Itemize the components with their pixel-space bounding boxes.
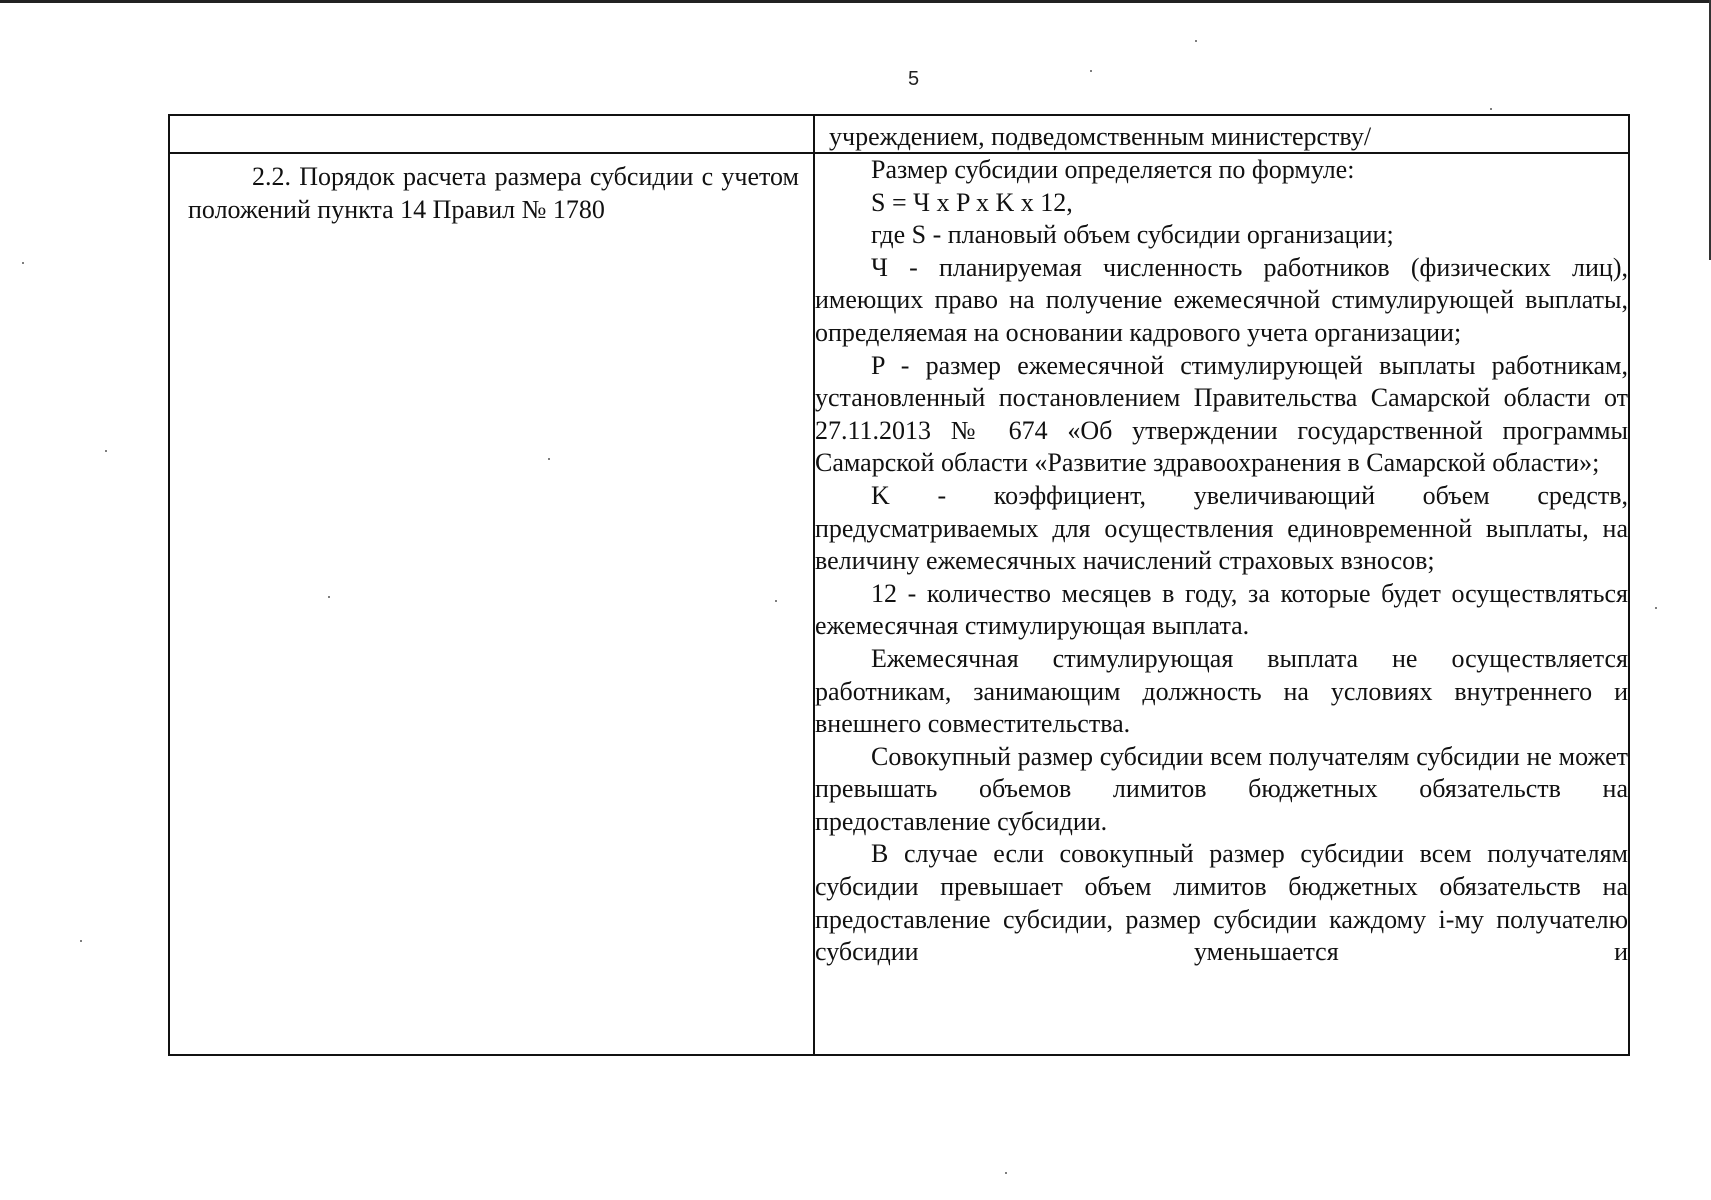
body-paragraph-definition-p: P - размер ежемесячной стимулирующей выплаты работникам, установленный постановлением Правительства Самарской области от 27.11.2013 № 674 «Об утверждении государственной программы Самарской области «Развитие здравоохранения в Самарской области»; (815, 350, 1628, 478)
scan-edge-top (0, 0, 1711, 3)
body-paragraph-definition-ch: Ч - планируемая численность работников (физических лиц), имеющих право на получение ежемесячной стимулирующей выплаты, определяемая на основании кадрового учета организации; (815, 252, 1628, 347)
page-number: 5 (908, 68, 920, 90)
table-cell-right (814, 115, 1629, 153)
body-paragraph-total-limit: Совокупный размер субсидии всем получателям субсидии не может превышать объемов лимитов бюджетных обязательств на предоставление субсидии. (815, 741, 1628, 836)
section-heading-text: 2.2. Порядок расчета размера субсидии с учетом положений пункта 14 Правил № 1780 (188, 162, 799, 224)
section-heading-cell (169, 153, 814, 1055)
table-row (169, 115, 1629, 153)
scan-speck (1490, 108, 1492, 110)
cell-text: учреждением, подведомственным министерству/ (829, 122, 1372, 151)
body-paragraph-definition-k: K - коэффициент, увеличивающий объем средств, предусматриваемых для осуществления единовременной выплаты, на величину ежемесячных начислений страховых взносов; (815, 480, 1628, 576)
table-row (169, 153, 1629, 1055)
body-paragraph-definition-s: где S - плановый объем субсидии организации; (871, 220, 1394, 250)
section-body-cell (814, 153, 1629, 1055)
body-paragraph-definition-12: 12 - количество месяцев в году, за которые будет осуществляться ежемесячная стимулирующая выплата. (815, 578, 1628, 641)
table-cell-left (169, 115, 814, 153)
scan-speck (105, 450, 107, 452)
scan-speck (1195, 40, 1197, 42)
body-paragraph-formula-intro: Размер субсидии определяется по формуле: (871, 155, 1355, 184)
scan-speck (80, 940, 82, 942)
scan-speck (1005, 1172, 1007, 1174)
body-paragraph-reduction: В случае если совокупный размер субсидии всем получателям субсидии превышает объем лимитов бюджетных обязательств на предоставление субсидии, размер субсидии каждому i-му получателю субсидии уменьшается и (815, 839, 1628, 967)
document-table (168, 114, 1630, 1056)
scan-speck (22, 262, 24, 264)
cell-text (170, 116, 813, 122)
body-paragraph-exclusion: Ежемесячная стимулирующая выплата не осуществляется работникам, занимающим должность на условиях внутреннего и внешнего совместительства. (815, 643, 1628, 739)
section-heading (170, 154, 813, 226)
body-paragraph-formula: S = Ч x P x K x 12, (871, 187, 1073, 217)
scan-speck (1655, 607, 1657, 609)
scan-speck (1090, 70, 1092, 72)
